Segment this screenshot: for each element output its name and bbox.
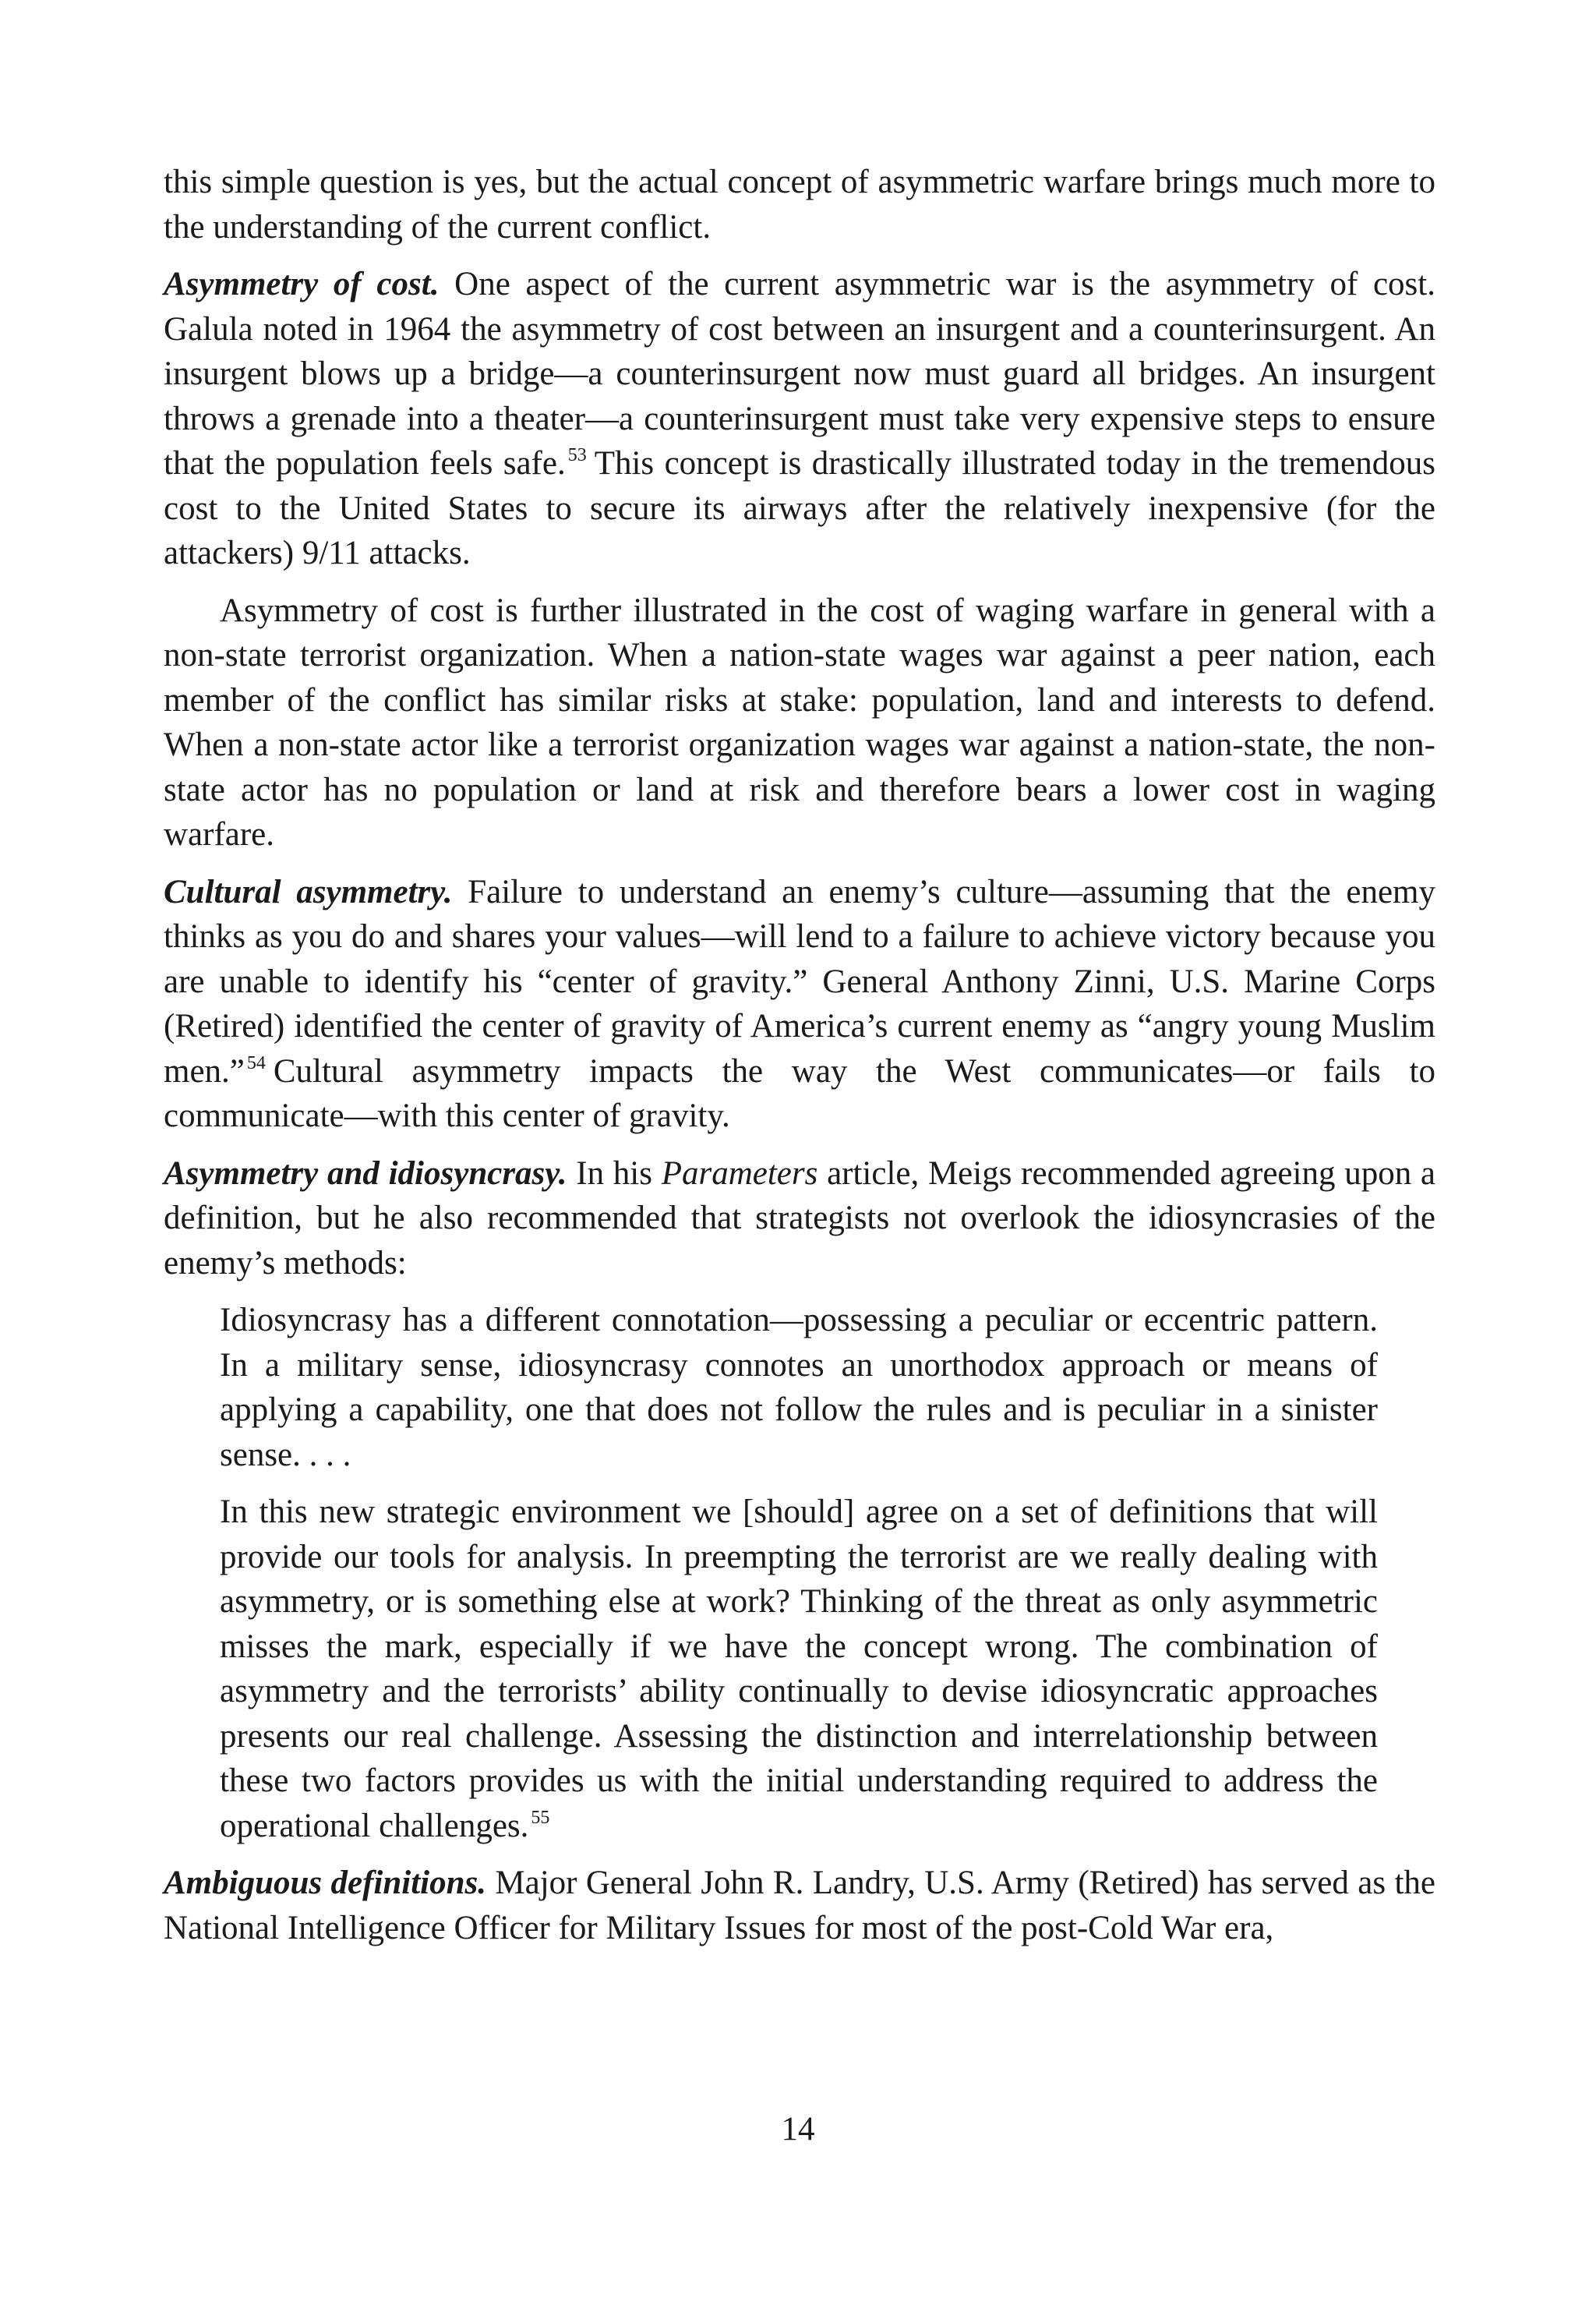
publication-title: Parameters (661, 1154, 818, 1192)
paragraph-text: This concept is drastically illustrated today in the tremendous cost to the United States to secure its airways after the relatively inexpensive (for the attackers) 9/11 attacks. (164, 445, 1435, 571)
page-number: 14 (781, 2111, 815, 2148)
section-heading-asymmetry-and-idiosyncrasy: Asymmetry and idiosyncrasy. (164, 1154, 567, 1192)
paragraph-asymmetry-of-cost-further: Asymmetry of cost is further illustrated in the cost of waging warfare in general with a non-state terrorist organization. When a nation-state wages war against a peer nation, each member of the conflict has similar risks at stake: population, land and interests to defend. When a non-state actor like a terrorist organization wages war against a nation-state, the non-state actor has no population or land at risk and therefore bears a lower cost in waging warfare. (164, 592, 1435, 853)
paragraph-asymmetry-of-cost (164, 262, 1435, 576)
section-heading-cultural-asymmetry: Cultural asymmetry. (164, 873, 453, 910)
paragraph-continuation: this simple question is yes, but the actual concept of asymmetric warfare brings much more to the understanding of the current conflict. (164, 164, 1435, 246)
paragraph-text: Cultural asymmetry impacts the way the West communicates—or fails to communicate—with this center of gravity. (164, 1052, 1435, 1134)
document-body (164, 160, 1435, 1963)
block-quote-2 (220, 1490, 1378, 1848)
paragraph-text: article, Meigs recommended agreeing upon a definition, but he also recommended that strategists not overlook the idiosyncrasies of the enemy’s methods: (164, 1154, 1435, 1281)
section-heading-asymmetry-of-cost: Asymmetry of cost. (164, 266, 440, 302)
paragraph-text: Major General John R. Landry, U.S. Army (Retired) has served as the National Intelligence Officer for Military Issues for most of the post-Cold War era, (164, 1865, 1435, 1946)
paragraph-cultural-asymmetry (164, 870, 1435, 1139)
section-heading-ambiguous-definitions: Ambiguous definitions. (164, 1865, 487, 1901)
quote-text: In this new strategic environment we [should] agree on a set of definitions that will provide our tools for analysis. In preempting the terrorist are we really dealing with asymmetry, or is something else at work? Thinking of the threat as only asymmetric misses the mark, especially if we have the concept wrong. The combination of asymmetry and the terrorists’ ability continually to devise idiosyncratic approaches presents our real challenge. Assessing the distinction and interrelationship between these two factors provides us with the initial understanding required to address the operational challenges. (220, 1494, 1378, 1844)
footnote-ref-53[interactable]: 53 (567, 445, 587, 465)
paragraph-text: Failure to understand an enemy’s culture—assuming that the enemy thinks as you do and shares your values—will lend to a failure to achieve victory because you are unable to identify his “center of gravity.” General Anthony Zinni, U.S. Marine Corps (Retired) identified the center of gravity of America’s current enemy as “angry young Muslim men.” (164, 873, 1435, 1090)
paragraph-text: One aspect of the current asymmetric war is the asymmetry of cost. Galula noted in 1964 the asymmetry of cost between an insurgent and a counterinsurgent. An insurgent blows up a bridge—a counterinsurgent now must guard all bridges. An insurgent throws a grenade into a theater—a counterinsurgent must take very expensive steps to ensure that the population feels safe. (164, 266, 1435, 482)
paragraph-ambiguous-definitions (164, 1861, 1435, 1950)
paragraph-asymmetry-and-idiosyncrasy (164, 1151, 1435, 1286)
block-quote-1: Idiosyncrasy has a different connotation—possessing a peculiar or eccentric pattern. In a military sense, idiosyncrasy connotes an unorthodox approach or means of applying a capability, one that does not follow the rules and is peculiar in a sinister sense. . . . (220, 1302, 1378, 1473)
footnote-ref-54[interactable]: 54 (246, 1052, 266, 1073)
footnote-ref-55[interactable]: 55 (531, 1807, 550, 1828)
paragraph-text: In his (567, 1154, 662, 1192)
